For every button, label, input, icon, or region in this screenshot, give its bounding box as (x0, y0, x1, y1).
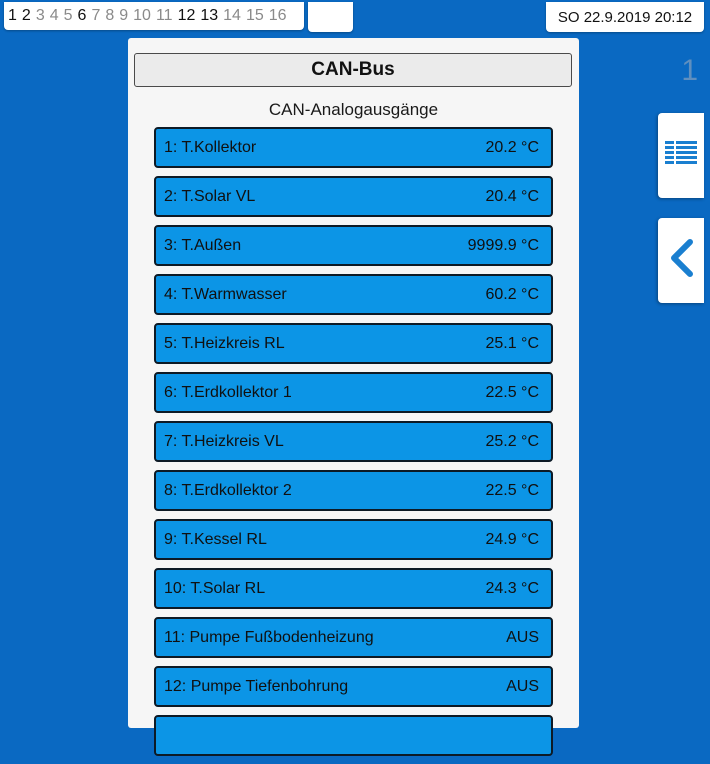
date-time-display: SO 22.9.2019 20:12 (546, 2, 704, 32)
page-tab-11[interactable]: 11 (155, 7, 173, 24)
output-value: AUS (506, 628, 539, 646)
page-tab-4[interactable]: 4 (49, 7, 59, 24)
analog-output-list (154, 127, 553, 764)
output-value: 25.1 °C (485, 334, 539, 352)
analog-output-row[interactable] (154, 176, 553, 217)
analog-output-row[interactable] (154, 274, 553, 315)
page-tab-8[interactable]: 8 (105, 7, 115, 24)
output-value: 25.2 °C (485, 432, 539, 450)
page-selector (4, 2, 304, 30)
output-label: 2: T.Solar VL (164, 187, 256, 205)
topbar-blank-tab[interactable] (308, 2, 353, 32)
output-value: 24.3 °C (485, 579, 539, 597)
output-value: 20.4 °C (485, 187, 539, 205)
page-tab-1[interactable]: 1 (8, 7, 17, 24)
section-title: CAN-Analogausgänge (268, 100, 439, 119)
back-button[interactable] (658, 218, 704, 303)
output-value: 9999.9 °C (467, 236, 539, 254)
output-label: 7: T.Heizkreis VL (164, 432, 284, 450)
analog-output-row[interactable] (154, 666, 553, 707)
page-tab-14[interactable]: 14 (223, 7, 241, 24)
output-label: 6: T.Erdkollektor 1 (164, 383, 292, 401)
output-value: 20.2 °C (485, 138, 539, 156)
output-value: 22.5 °C (485, 481, 539, 499)
output-label: 10: T.Solar RL (164, 579, 266, 597)
analog-output-row[interactable] (154, 225, 553, 266)
output-value: 60.2 °C (485, 285, 539, 303)
output-label: 1: T.Kollektor (164, 138, 257, 156)
analog-output-row[interactable] (154, 421, 553, 462)
output-label: 12: Pumpe Tiefenbohrung (164, 677, 349, 695)
can-bus-panel (128, 38, 579, 728)
output-label: 3: T.Außen (164, 236, 242, 254)
chevron-left-icon (668, 238, 694, 283)
output-label: 4: T.Warmwasser (164, 285, 287, 303)
output-value: AUS (506, 677, 539, 695)
output-label: 5: T.Heizkreis RL (164, 334, 285, 352)
output-value: 24.9 °C (485, 530, 539, 548)
analog-output-row[interactable] (154, 519, 553, 560)
page-tab-5[interactable]: 5 (63, 7, 73, 24)
analog-output-row[interactable] (154, 372, 553, 413)
output-value: 22.5 °C (485, 383, 539, 401)
analog-output-row[interactable] (154, 617, 553, 658)
page-tab-16[interactable]: 16 (268, 7, 287, 24)
page-tab-15[interactable]: 15 (245, 7, 264, 24)
analog-output-row[interactable] (154, 568, 553, 609)
page-tab-2[interactable]: 2 (21, 7, 31, 24)
output-label: 9: T.Kessel RL (164, 530, 267, 548)
analog-output-row[interactable] (154, 470, 553, 511)
page-tab-3[interactable]: 3 (35, 7, 45, 24)
page-tab-12[interactable]: 12 (177, 7, 196, 24)
page-tab-10[interactable]: 10 (133, 7, 151, 24)
panel-title: CAN-Bus (134, 53, 572, 87)
page-number-indicator: 1 (681, 54, 698, 87)
analog-output-row[interactable] (154, 323, 553, 364)
analog-output-row[interactable] (154, 715, 553, 756)
menu-button[interactable] (658, 113, 704, 198)
list-icon (665, 141, 697, 170)
page-tab-13[interactable]: 13 (200, 7, 219, 24)
analog-output-row[interactable] (154, 127, 553, 168)
page-tab-6[interactable]: 6 (77, 7, 87, 24)
output-label: 8: T.Erdkollektor 2 (164, 481, 292, 499)
page-tab-7[interactable]: 7 (91, 7, 101, 24)
output-label: 11: Pumpe Fußbodenheizung (164, 628, 374, 646)
page-tab-9[interactable]: 9 (119, 7, 129, 24)
